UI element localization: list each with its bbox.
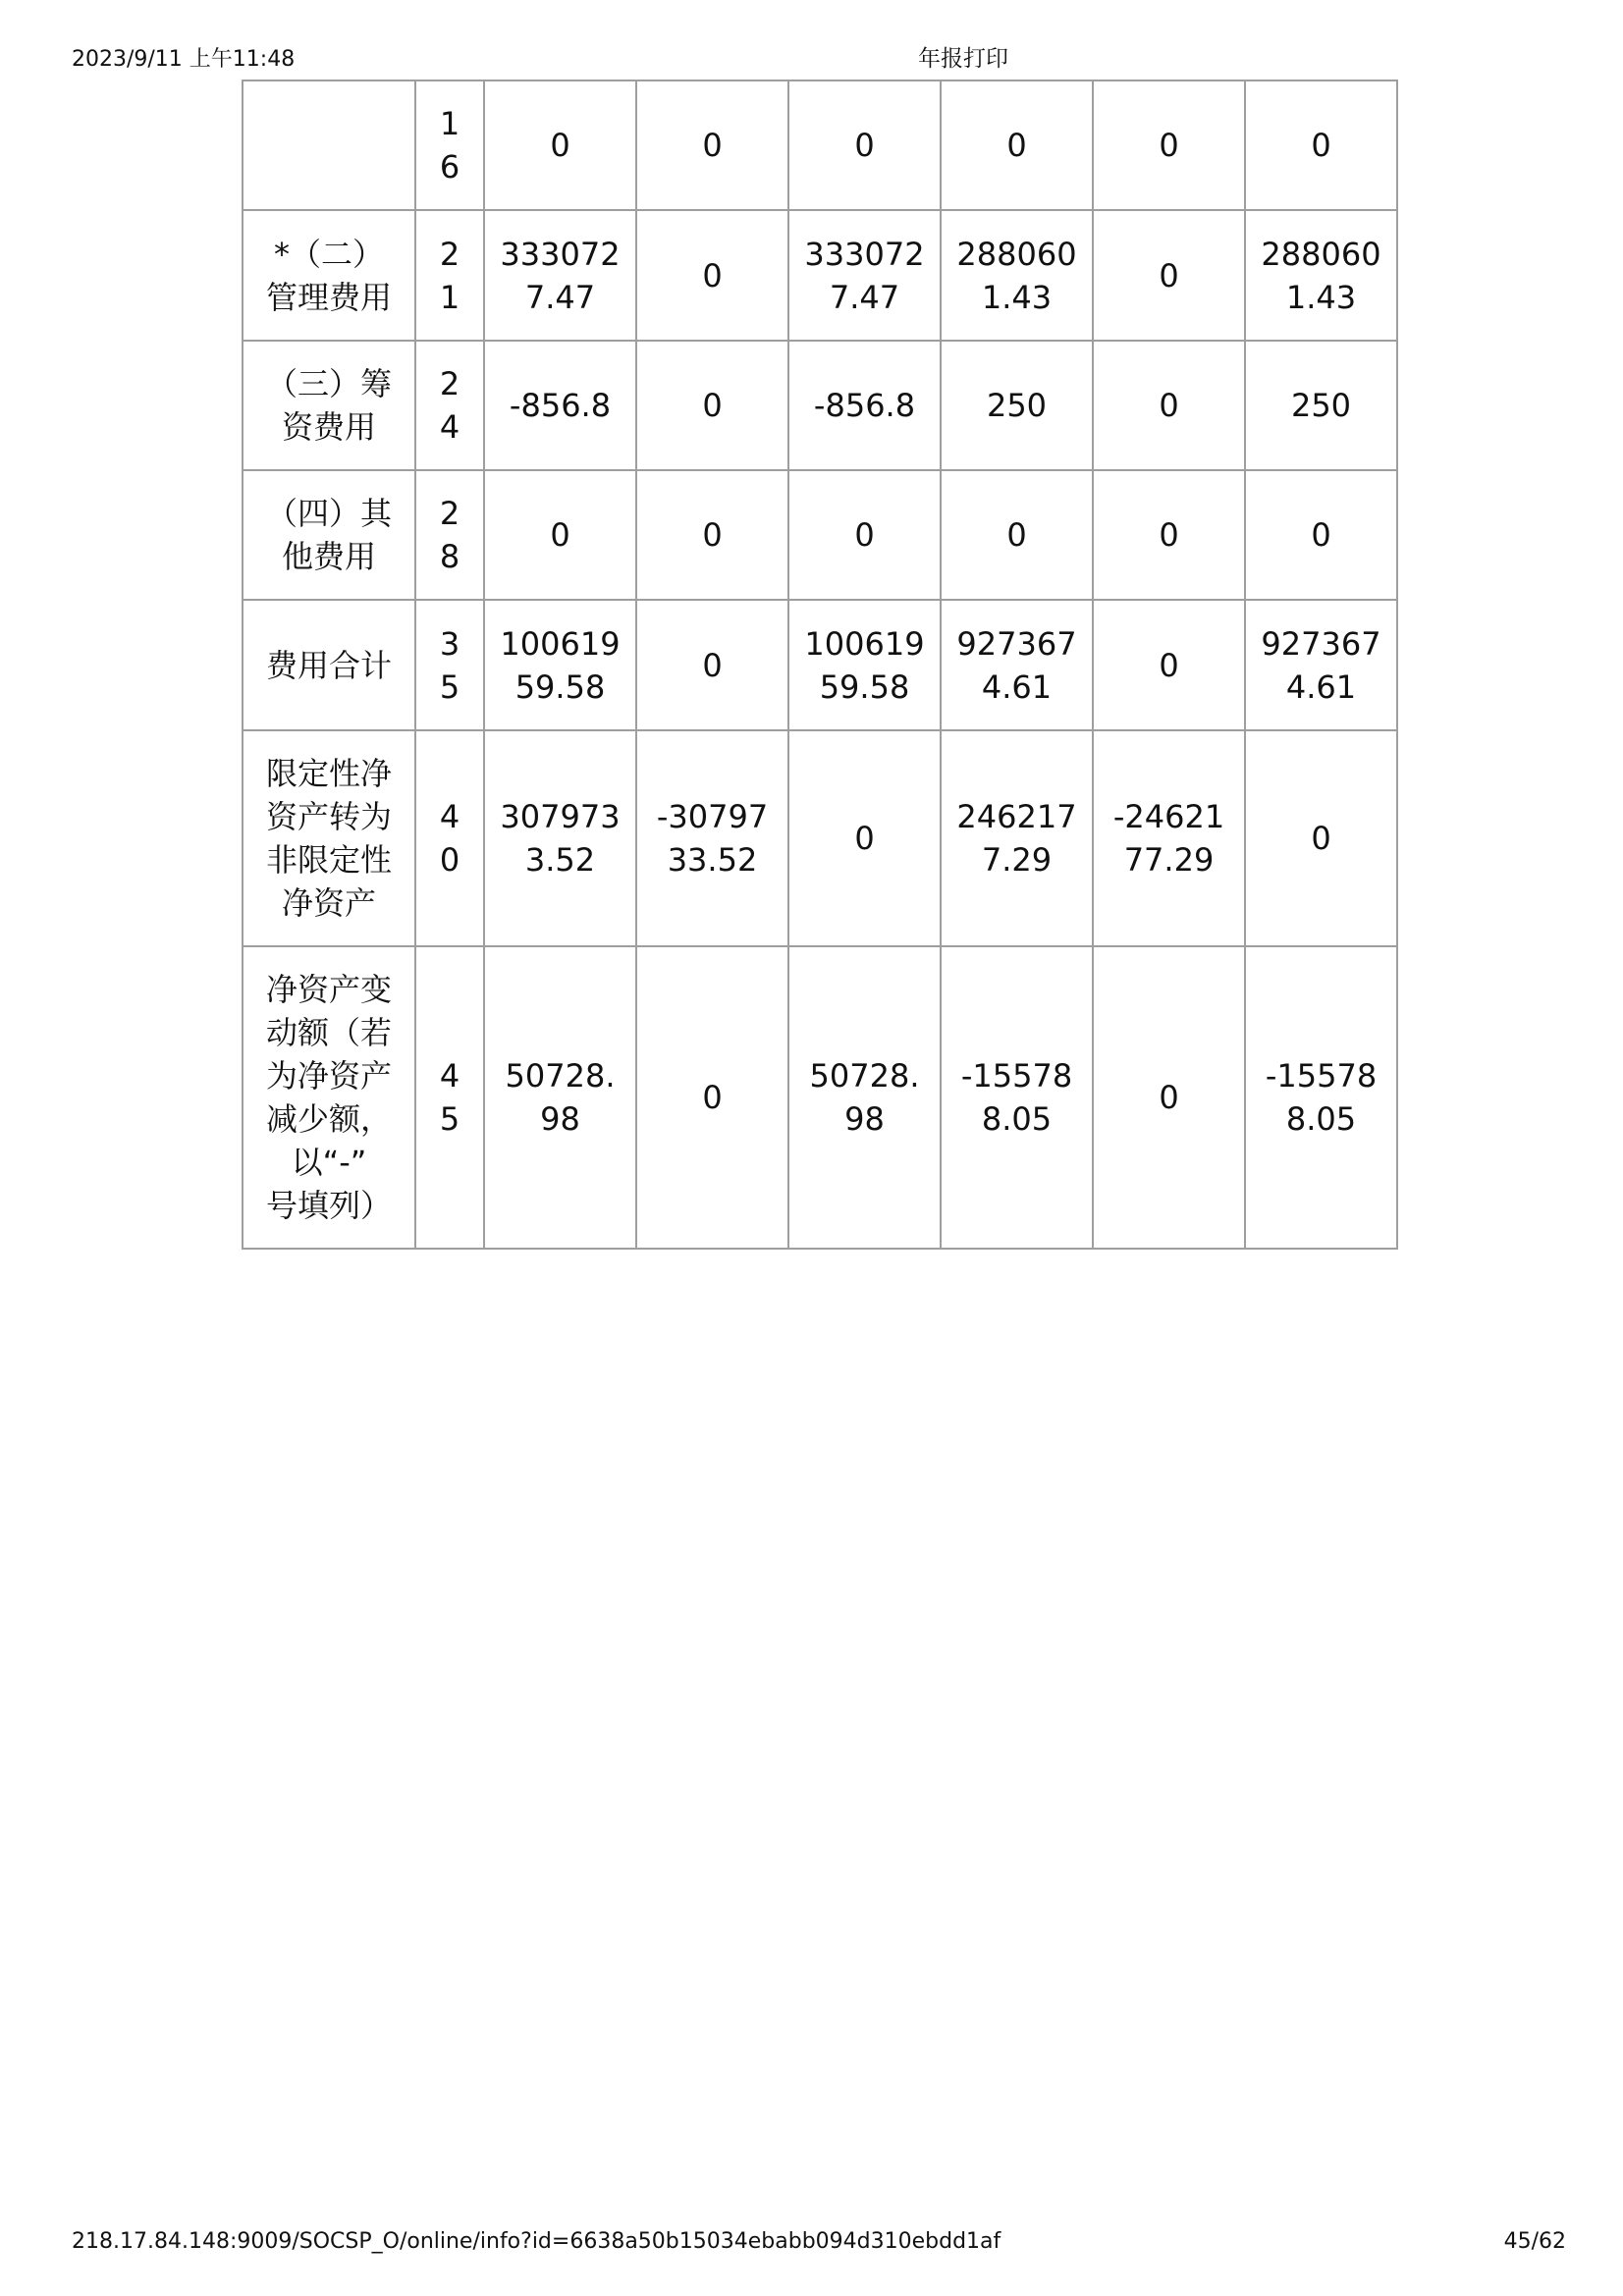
value-cell: 0 — [636, 80, 788, 210]
row-number: 3 5 — [415, 600, 484, 730]
print-datetime: 2023/9/11 上午11:48 — [72, 47, 296, 72]
table-row — [243, 470, 1397, 600]
value-cell: 100619 59.58 — [484, 600, 636, 730]
value-cell: -15578 8.05 — [941, 946, 1093, 1249]
value-cell: 288060 1.43 — [941, 210, 1093, 341]
value-cell: 50728. 98 — [788, 946, 941, 1249]
value-cell: 333072 7.47 — [788, 210, 941, 341]
value-cell: -856.8 — [788, 341, 941, 470]
row-label: （三）筹 资费用 — [243, 341, 415, 470]
value-cell: -30797 33.52 — [636, 730, 788, 946]
financial-report-table — [242, 80, 1398, 1250]
value-cell: 50728. 98 — [484, 946, 636, 1249]
table-row — [243, 341, 1397, 470]
value-cell: 250 — [941, 341, 1093, 470]
page-title: 年报打印 — [918, 46, 1008, 72]
value-cell: 0 — [636, 470, 788, 600]
value-cell: 288060 1.43 — [1245, 210, 1397, 341]
value-cell: 0 — [941, 470, 1093, 600]
value-cell: 0 — [636, 341, 788, 470]
value-cell: 0 — [941, 80, 1093, 210]
value-cell: 0 — [1093, 210, 1245, 341]
value-cell: -24621 77.29 — [1093, 730, 1245, 946]
value-cell: 927367 4.61 — [1245, 600, 1397, 730]
value-cell: 100619 59.58 — [788, 600, 941, 730]
value-cell: 0 — [1245, 730, 1397, 946]
row-label: 费用合计 — [243, 600, 415, 730]
value-cell: -856.8 — [484, 341, 636, 470]
table-row — [243, 600, 1397, 730]
row-number: 4 0 — [415, 730, 484, 946]
row-label: 限定性净 资产转为 非限定性 净资产 — [243, 730, 415, 946]
row-number: 2 8 — [415, 470, 484, 600]
value-cell: 0 — [1093, 946, 1245, 1249]
value-cell: 0 — [788, 730, 941, 946]
value-cell: 0 — [484, 80, 636, 210]
row-number: 2 4 — [415, 341, 484, 470]
row-number: 2 1 — [415, 210, 484, 341]
page-url[interactable]: 218.17.84.148:9009/SOCSP_O/online/info?id=6638a50b15034ebabb094d310ebdd1af — [72, 2229, 1001, 2254]
value-cell: 246217 7.29 — [941, 730, 1093, 946]
table-row — [243, 946, 1397, 1249]
value-cell: 0 — [1093, 470, 1245, 600]
value-cell: 0 — [1093, 80, 1245, 210]
value-cell: 0 — [788, 80, 941, 210]
value-cell: 307973 3.52 — [484, 730, 636, 946]
value-cell: 0 — [636, 210, 788, 341]
value-cell: -15578 8.05 — [1245, 946, 1397, 1249]
table-row — [243, 210, 1397, 341]
table-row — [243, 80, 1397, 210]
row-label: 净资产变 动额（若 为净资产 减少额， 以“-” 号填列） — [243, 946, 415, 1249]
row-number: 4 5 — [415, 946, 484, 1249]
value-cell: 0 — [1245, 80, 1397, 210]
row-label: *（二） 管理费用 — [243, 210, 415, 341]
row-number: 1 6 — [415, 80, 484, 210]
value-cell: 0 — [1093, 341, 1245, 470]
value-cell: 333072 7.47 — [484, 210, 636, 341]
value-cell: 0 — [636, 600, 788, 730]
value-cell: 0 — [484, 470, 636, 600]
table-row — [243, 730, 1397, 946]
value-cell: 0 — [788, 470, 941, 600]
page-number: 45/62 — [1503, 2229, 1566, 2254]
value-cell: 927367 4.61 — [941, 600, 1093, 730]
value-cell: 0 — [636, 946, 788, 1249]
value-cell: 0 — [1093, 600, 1245, 730]
row-label: （四）其 他费用 — [243, 470, 415, 600]
value-cell: 0 — [1245, 470, 1397, 600]
row-label — [243, 80, 415, 210]
value-cell: 250 — [1245, 341, 1397, 470]
